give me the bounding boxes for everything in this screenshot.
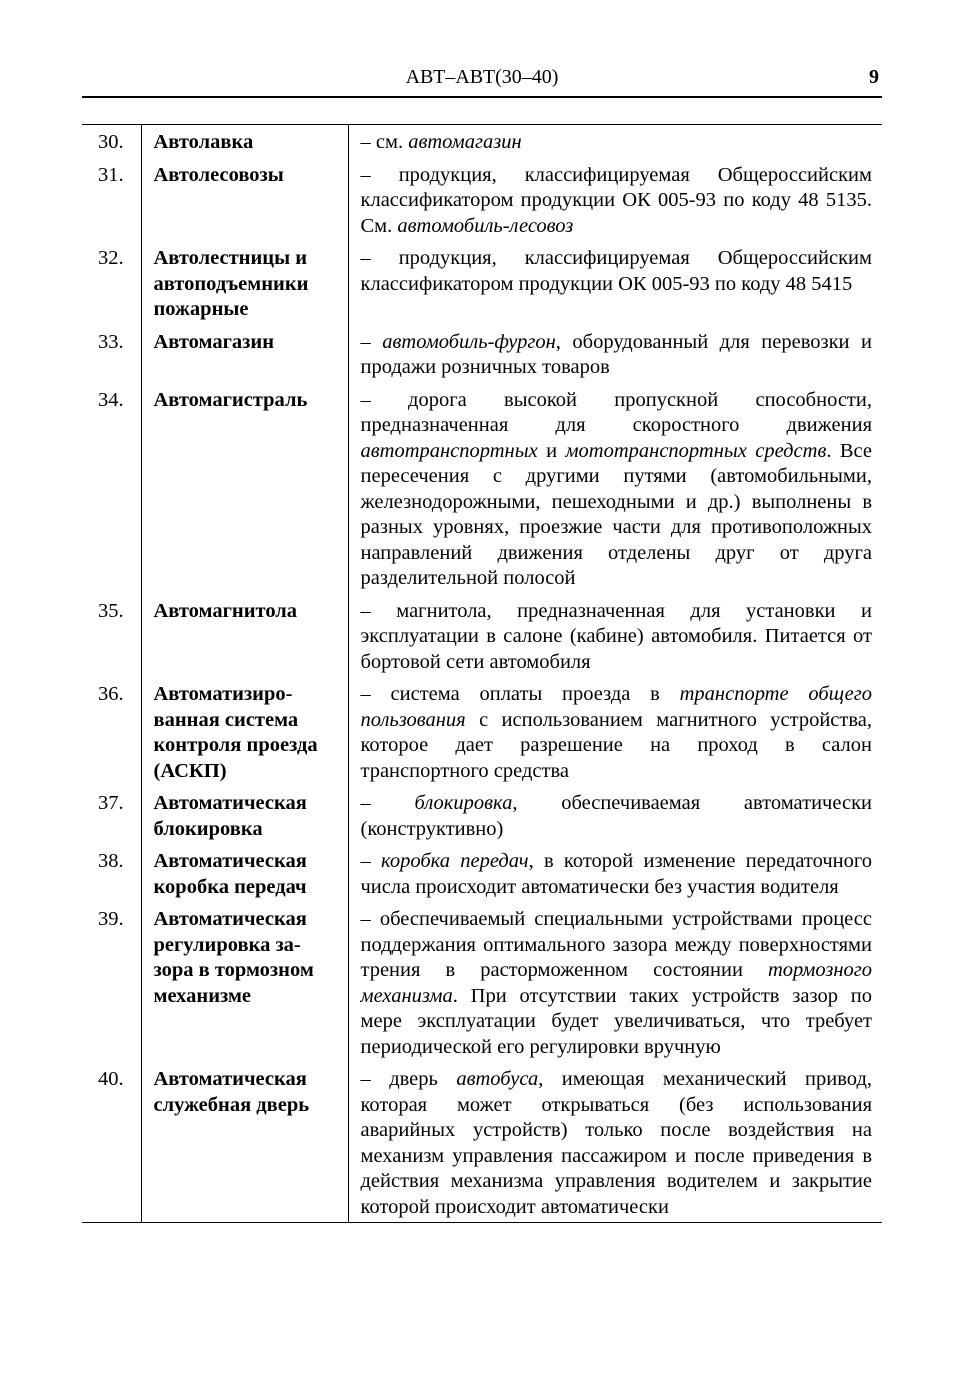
definition-crossref: автобуса	[456, 1068, 539, 1090]
running-title: АВТ–АВТ(30–40)	[405, 66, 559, 88]
entry-term	[141, 241, 348, 325]
definition-text: – система оплаты проезда в	[360, 683, 680, 705]
page-number: 9	[869, 66, 879, 88]
definition-text: . При отсутствии таких устройств зазор по мере эксплуатации будет увеличиваться, что требует периодической его регулировки вручную	[360, 984, 872, 1058]
entry-term	[141, 677, 348, 786]
page-header	[82, 66, 882, 96]
entry-definition	[348, 325, 882, 383]
entry-definition	[348, 241, 882, 325]
glossary-row	[82, 1062, 882, 1223]
definition-crossref: автомобиль-фургон	[382, 330, 556, 353]
entry-number: 31.	[98, 163, 124, 186]
term-line: Автолестницы и	[153, 247, 308, 269]
definition-text: – магнитола, предназначенная для установки и эксплуатации в салоне (кабине) автомобиля. Питается от бортовой сети автомобиля	[360, 599, 872, 673]
entry-number: 40.	[98, 1068, 124, 1090]
entry-number: 34.	[98, 388, 124, 411]
glossary-row	[82, 902, 882, 1062]
definition-text: – см.	[360, 131, 409, 153]
definition-text: –	[360, 850, 382, 872]
entry-term	[141, 1062, 348, 1223]
term-line: Автоматизиро-	[153, 683, 293, 705]
entry-term	[141, 125, 348, 158]
entry-number: 32.	[98, 247, 124, 269]
term-line: Автомагазин	[153, 330, 275, 353]
definition-text: – дорога высокой пропускной способности, предназначенная для скоростного движения	[360, 388, 872, 436]
entry-number: 33.	[98, 330, 124, 353]
definition-crossref: тормозного механизма	[360, 959, 872, 1007]
definition-crossref: автомобиль-лесовоз	[397, 214, 574, 237]
term-line: регулировка за-	[153, 933, 301, 956]
definition-text: – обеспечиваемый специальными устройствами процесс поддержания оптимального зазора между поверхностями трения в расторможенном состоянии	[360, 908, 872, 981]
term-line: Автоматическая	[153, 850, 307, 872]
entry-number: 37.	[98, 792, 124, 814]
definition-text: . Все пересечения с другими путями (автомобильными, железнодорожными, пешеходными и др.) выполнены в разных уровнях, проезжие части для противоположных направлений движения отделены друг от друга разделительной полосой	[360, 439, 872, 589]
entry-number: 38.	[98, 850, 124, 872]
definition-text: – дверь	[360, 1068, 457, 1090]
term-line: Автолесовозы	[153, 163, 284, 186]
term-line: Автолавка	[153, 131, 254, 153]
term-line: механизме	[153, 984, 252, 1007]
glossary-row	[82, 158, 882, 242]
term-line: Автомагистраль	[153, 388, 308, 411]
entry-number: 39.	[98, 908, 124, 930]
definition-crossref: автомагазин	[408, 131, 522, 153]
glossary-row	[82, 125, 882, 158]
definition-text: , оборудованный для перевозки и продажи розничных товаров	[360, 330, 872, 378]
definition-crossref: транспорте общего пользования	[360, 683, 872, 731]
definition-text: с использованием магнитного устройства, которое дает разрешение на проход в салон транспортного средства	[360, 708, 872, 782]
entry-term	[141, 902, 348, 1062]
definition-text: – продукция, классифицируемая Общероссийским классификатором продукции ОК 005-93 по коду 48 5135. См.	[360, 163, 872, 237]
entry-term	[141, 158, 348, 242]
entry-number: 30.	[98, 131, 124, 153]
glossary-row	[82, 241, 882, 325]
definition-text: – продукция, классифицируемая Общероссийским классификатором продукции ОК 005-93 по коду 48 5415	[360, 247, 872, 295]
header-divider	[82, 96, 882, 98]
term-line: контроля проезда	[153, 734, 318, 756]
entry-definition	[348, 902, 882, 1062]
term-line: Автомагнитола	[153, 599, 298, 622]
term-line: коробка передач	[153, 875, 307, 898]
glossary-row	[82, 383, 882, 594]
entry-term	[141, 786, 348, 844]
entry-term	[141, 383, 348, 594]
entry-definition	[348, 594, 882, 678]
term-line: блокировка	[153, 817, 263, 840]
entry-number: 35.	[98, 599, 124, 622]
definition-crossref: блокировка	[414, 792, 513, 814]
term-line: служебная дверь	[153, 1093, 310, 1116]
entry-definition	[348, 677, 882, 786]
definition-crossref: мототранспортных средств	[565, 439, 827, 462]
term-line: пожарные	[153, 298, 249, 320]
term-line: (АСКП)	[153, 759, 227, 782]
glossary-row	[82, 677, 882, 786]
entry-term	[141, 325, 348, 383]
entry-term	[141, 594, 348, 678]
definition-text: , в которой изменение передаточного числа происходит автоматически без участия водителя	[360, 850, 872, 898]
entry-term	[141, 844, 348, 902]
definition-text: –	[360, 330, 383, 353]
glossary-row	[82, 325, 882, 383]
definition-text: –	[360, 792, 415, 814]
term-line: зора в тормозном	[153, 959, 314, 981]
glossary-row	[82, 594, 882, 678]
entry-definition	[348, 786, 882, 844]
glossary-row	[82, 844, 882, 902]
term-line: Автоматическая	[153, 792, 307, 814]
glossary-table	[82, 124, 882, 1223]
glossary-row	[82, 786, 882, 844]
definition-text: , обеспечиваемая автоматически (конструктивно)	[360, 792, 872, 840]
entry-definition	[348, 1062, 882, 1223]
term-line: ванная система	[153, 708, 299, 731]
entry-definition	[348, 383, 882, 594]
entry-definition	[348, 158, 882, 242]
term-line: Автоматическая	[153, 908, 307, 930]
definition-crossref: автотранспортных	[360, 439, 538, 462]
term-line: автоподъемники	[153, 272, 309, 295]
definition-crossref: коробка передач	[381, 850, 529, 872]
entry-definition	[348, 844, 882, 902]
term-line: Автоматическая	[153, 1068, 307, 1090]
definition-text: и	[537, 439, 566, 462]
definition-text: , имеющая механический привод, которая может открываться (без использования аварийных устройств) только после воздействия на механизм управления пассажиром и после приведения в действия механизма управления водителем и закрытие которой происходит автоматически	[360, 1068, 872, 1218]
glossary-rows	[82, 125, 882, 1223]
entry-definition	[348, 125, 882, 158]
entry-number: 36.	[98, 683, 124, 705]
